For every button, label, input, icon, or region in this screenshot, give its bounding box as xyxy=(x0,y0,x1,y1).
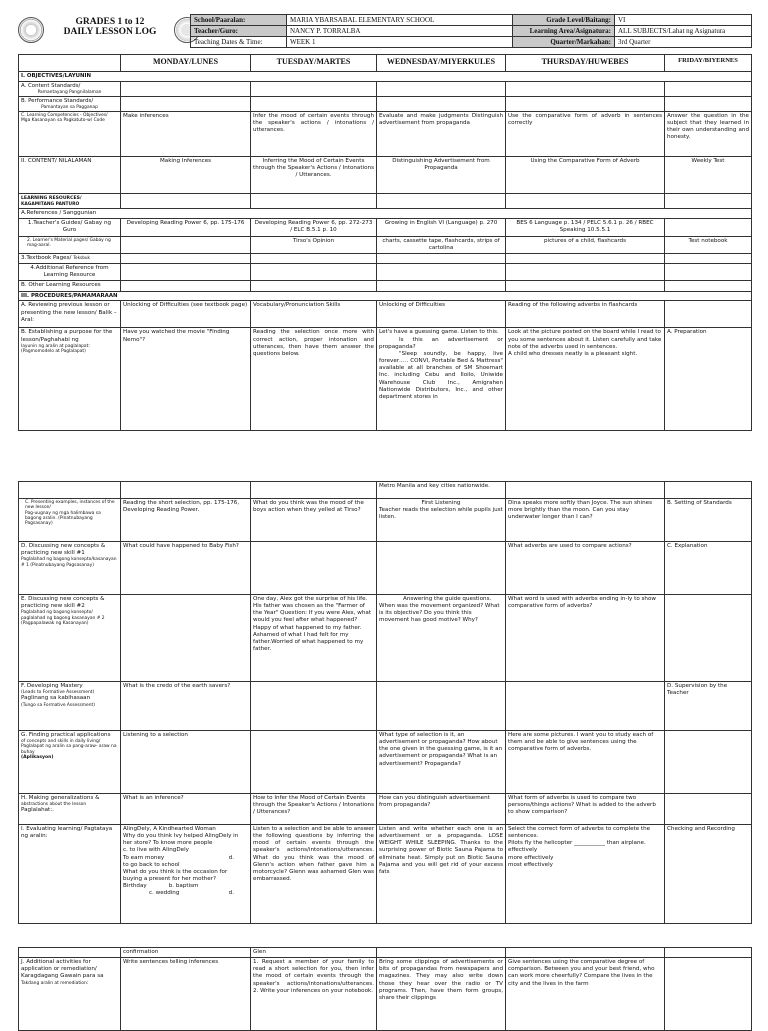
picture-instructions: Look at the picture posted on the board while I read to you some sentences about it. Listen carefully and take note of the adverbs used in sentences. xyxy=(508,329,662,350)
establishing-monday: Have you watched the movie "Finding Nemo"? xyxy=(121,328,251,431)
cell xyxy=(506,682,665,731)
presenting-text: C. Presenting examples, instances of the new lesson/ xyxy=(25,500,115,511)
choice-a: To earn money xyxy=(123,854,165,861)
presenting-label xyxy=(19,499,121,542)
choice-row xyxy=(123,883,248,890)
cell xyxy=(251,81,377,96)
cell xyxy=(251,542,377,595)
cell xyxy=(251,253,377,263)
activity-wednesday: Bring some clippings of advertisements or bits of propagandas from newspapers and magazines. They may also write down those they hear over the radio or TV programs. Then, have them form groups, share their clippings xyxy=(377,958,506,1031)
cell xyxy=(377,682,506,731)
application-text: G. Finding practical applications xyxy=(21,732,111,738)
grade-value: VI xyxy=(615,15,752,26)
guessing-game-ad-text: "Sleep soundly, be happy, live forever….. CONVI, Portable Bed & Mattress" available at all branches of SM Shoemart Inc. including Cebu and Iloilo, Uniwide Warehouse Club Inc., Amigrahen Nationwide Distributors, Inc., and other department stores in xyxy=(379,350,503,400)
discussing-1-label xyxy=(19,542,121,595)
day-wednesday: WEDNESDAY/MIYERKULES xyxy=(377,55,506,72)
textbook-text: 3.Textbook Pages/ xyxy=(21,254,72,261)
evaluating-thursday xyxy=(506,825,665,924)
adverb-blank: ___________ xyxy=(574,840,605,847)
school-label: School/Paaralan: xyxy=(191,15,287,26)
dates-label: Teaching Dates & Time: xyxy=(191,37,287,48)
story-title: AlingDely, A Kindhearted Woman xyxy=(123,826,216,832)
cell xyxy=(377,281,506,291)
day-thursday: THURSDAY/HUWEBES xyxy=(506,55,665,72)
discussing-1-thursday: What adverbs are used to compare actions? xyxy=(506,542,665,595)
generalization-tuesday: How to Infer the Mood of Certain Events through the Speaker's Actions / Intonations / Utterances? xyxy=(251,794,377,825)
area-value: ALL SUBJECTS/Lahat ng Asignatura xyxy=(615,26,752,37)
cell xyxy=(121,96,251,111)
mastery-label xyxy=(19,682,121,731)
generalization-label xyxy=(19,794,121,825)
lesson-table-1 xyxy=(18,54,752,431)
lesson-log-part-1 xyxy=(18,54,751,431)
application-thursday: Here are some pictures. I want you to study each of them and be able to give sentences using the comparative form of adverbs. xyxy=(506,731,665,794)
performance-standards-sub: Pamantayan sa Pagganap xyxy=(41,104,98,110)
area-label: Learning Area/Asignatura: xyxy=(513,26,615,37)
presenting-friday: B. Setting of Standards xyxy=(665,499,752,542)
day-tuesday: TUESDAY/MARTES xyxy=(251,55,377,72)
cell xyxy=(19,482,121,499)
cell xyxy=(377,542,506,595)
cell xyxy=(665,281,752,291)
teachers-guide-label: 1.Teacher's Guides/ Gabay ng Guro xyxy=(19,219,121,236)
textbook-sub: Teksbuk xyxy=(73,254,90,260)
question-1: Why do you think Ivy helped AlingDely in her store? To know more people xyxy=(123,833,239,847)
generalization-sub: abstractions about the lesson xyxy=(21,802,87,808)
lm-friday: Test notebook xyxy=(665,236,752,253)
review-wednesday: Unlocking of Difficulties xyxy=(377,301,506,328)
cell xyxy=(665,81,752,96)
guessing-game-intro: Let's have a guessing game. Listen to this. xyxy=(379,329,499,336)
cell xyxy=(665,595,752,682)
content-standards-text: A. Content Standards/ xyxy=(21,82,81,89)
additional-reference-label: 4.Additional Reference from Learning Resource xyxy=(19,264,121,281)
choice-d-letter-2: d. xyxy=(228,890,234,897)
school-value: MARIA YBARSABAL ELEMENTARY SCHOOL xyxy=(287,15,513,26)
lesson-table-3 xyxy=(18,947,752,1031)
resources-label xyxy=(19,193,121,208)
procedures-heading: III. PROCEDURES/PAMAMARAAN xyxy=(19,291,752,301)
cell xyxy=(121,253,251,263)
guide-questions: Answering the guide questions. xyxy=(403,596,492,602)
establishing-tuesday: Reading the selection once more with correct action, proper intonation and utterances, then have them answer the questions below. xyxy=(251,328,377,431)
mastery-monday: What is the credo of the earth savers? xyxy=(121,682,251,731)
resources-sub: KAGAMITANG PANTURO xyxy=(21,201,80,207)
competencies-label xyxy=(19,111,121,156)
cell xyxy=(506,193,665,208)
discussing-1-friday: C. Explanation xyxy=(665,542,752,595)
adverb-sentence xyxy=(508,840,662,847)
mastery-text: F. Developing Mastery xyxy=(21,683,83,689)
cell xyxy=(665,193,752,208)
generalization-thursday: What form of adverbs is used to compare two persons/things actions? What is added to the adverb to show comparison? xyxy=(506,794,665,825)
cell xyxy=(665,253,752,263)
option-most-effectively: most effectively xyxy=(508,861,553,868)
dll-title xyxy=(48,17,172,37)
competency-thursday: Use the comparative form of adverb in sentences correctly xyxy=(506,111,665,156)
cell xyxy=(665,958,752,1031)
example-sentence: A child who dresses neatly is a pleasant sight. xyxy=(508,350,638,357)
deped-seal-icon xyxy=(18,17,44,43)
question-2: What do you think is the occasion for buying a present for her mother? xyxy=(123,868,228,883)
cell xyxy=(121,482,251,499)
monday-top: confirmation xyxy=(121,948,251,958)
resources-text: LEARNING RESOURCES/ xyxy=(21,195,82,201)
presenting-tuesday: What do you think was the mood of the boys action when they yelled at Tirso? xyxy=(251,499,377,542)
wednesday-continued: Metro Manila and key cities nationwide. xyxy=(377,482,506,499)
establishing-friday: A. Preparation xyxy=(665,328,752,431)
competency-tuesday: Infer the mood of certain events through the speaker's actions / intonations / utterances. xyxy=(251,111,377,156)
additional-activities-text: J. Additional activities for application or remediation/ xyxy=(21,959,97,973)
evaluating-tuesday: Listen to a selection and be able to answer the following questions by inferring the mood of certain events through the speaker's actions/intonations/utterances. What do you think was the mood of Glenn's action when father gave him a motorcycle? Glenn was ashamed Glen was embarrassed. xyxy=(251,825,377,924)
evaluating-wednesday: Listen and write whether each one is an advertisement or a propaganda. LOSE WEIGHT WHILE SLEEPING. Thanks to the surprising power of Biotic Sauna Pajama to eliminate heat. Simply put on Biotic Sauna Pajama and you will get rid of your excess fats xyxy=(377,825,506,924)
adverb-instruction: Select the correct form of adverbs to complete the sentences. xyxy=(508,826,651,840)
title-line-2: DAILY LESSON LOG xyxy=(63,27,157,37)
evaluating-friday: Checking and Recording xyxy=(665,825,752,924)
learners-material-label xyxy=(19,236,121,253)
quarter-value: 3rd Quarter xyxy=(615,37,752,48)
cell xyxy=(251,682,377,731)
mastery-friday: D. Supervision by the Teacher xyxy=(665,682,752,731)
corner-cell xyxy=(19,55,121,72)
discussing-2-thursday: What word is used with adverbs ending in-ly to show comparative form of adverbs? xyxy=(506,595,665,682)
generalization-wednesday: How can you distinguish advertisement from propaganda? xyxy=(377,794,506,825)
lm-thursday: pictures of a child, flashcards xyxy=(506,236,665,253)
teacher-label: Teacher/Guro: xyxy=(191,26,287,37)
cell xyxy=(506,96,665,111)
establishing-sub: layunin ng aralin at paglalapat: (Pagmomodelo at Paglalapat) xyxy=(21,343,90,355)
lm-monday xyxy=(121,236,251,253)
discussing-2-tuesday: One day, Alex got the surprise of his life. His father was chosen as the "Farmer of the Year" Question: If you were Alex, what would you feel after what happened? Happy of what happened to my father. Ashamed of what I had felt for my father.Worried of what happened to my father. xyxy=(251,595,377,682)
content-monday: Making Inferences xyxy=(121,156,251,193)
cell xyxy=(665,731,752,794)
mastery-sub: (Leads to Formative Assessment) xyxy=(21,690,95,696)
discussing-1-sub: Paglalahad ng bagong konsepto/kasanayan # 1 (Pinatnubayang Pagsasanay) xyxy=(21,557,117,568)
evaluating-monday xyxy=(121,825,251,924)
content-friday: Weekly Test xyxy=(665,156,752,193)
cell xyxy=(665,264,752,281)
discussing-2-label xyxy=(19,595,121,682)
guide-question-list: When was the movement organized? What is its objective? Do you think this movement has good motive? Why? xyxy=(379,603,500,624)
content-label: II. CONTENT/ NILALAMAN xyxy=(19,156,121,193)
cell xyxy=(121,264,251,281)
application-wednesday: What type of selection is it, an advertisement or propaganda? How about the one given in the guessing game, is it an advertisement or propaganda? What is an advertisement? Propaganda? xyxy=(377,731,506,794)
cell xyxy=(377,81,506,96)
objectives-heading: I. OBJECTIVES/LAYUNIN xyxy=(19,72,752,82)
activity-monday: Write sentences telling inferences xyxy=(121,958,251,1031)
day-friday: FRIDAY/BIYERNES xyxy=(665,55,752,72)
choice-birthday: Birthday xyxy=(123,883,147,890)
adverb-sentence-end: than airplane. xyxy=(606,840,646,847)
teacher-value: NANCY P. TORRALBA xyxy=(287,26,513,37)
cell xyxy=(377,193,506,208)
lesson-table-2 xyxy=(18,481,752,924)
cell xyxy=(251,482,377,499)
cell xyxy=(665,794,752,825)
presenting-thursday: Dina speaks more softly than Joyce. The sun shines more brightly than the moon. Can you stay underwater longer than I can? xyxy=(506,499,665,542)
dates-value: WEEK 1 xyxy=(287,37,513,48)
additional-activities-sub: Takdang aralin at remediation: xyxy=(21,980,89,986)
cell xyxy=(506,948,665,958)
choice-b: to go back to school xyxy=(123,861,180,868)
presenting-wednesday xyxy=(377,499,506,542)
cell xyxy=(506,253,665,263)
option-effectively: effectively xyxy=(508,847,538,854)
cell xyxy=(19,948,121,958)
guessing-game-question: Is this an advertisement or propaganda? xyxy=(379,336,503,350)
application-label xyxy=(19,731,121,794)
quarter-label: Quarter/Markahan: xyxy=(513,37,615,48)
discussing-1-text: D. Discussing new concepts & practicing new skill #1 xyxy=(21,543,106,557)
choice-wedding: c. wedding xyxy=(149,890,180,897)
discussing-2-text: E. Discussing new concepts & practicing new skill #2 xyxy=(21,596,105,610)
day-monday: MONDAY/LUNES xyxy=(121,55,251,72)
dll-header xyxy=(18,14,751,47)
mastery-sub-2: (Tungo sa Formative Assessment) xyxy=(21,702,95,708)
choice-d-letter: d. xyxy=(228,854,234,861)
tuesday-top: Glen xyxy=(251,948,377,958)
content-standards-label xyxy=(19,81,121,96)
establishing-thursday xyxy=(506,328,665,431)
tg-monday: Developing Reading Power 6, pp. 175-176 xyxy=(121,219,251,236)
competency-monday: Make inferences xyxy=(121,111,251,156)
content-thursday: Using the Comparative Form of Adverb xyxy=(506,156,665,193)
review-tuesday: Vocabulary/Pronunciation Skills xyxy=(251,301,377,328)
cell xyxy=(665,96,752,111)
lm-tuesday: Tirso's Opinion xyxy=(251,236,377,253)
lesson-log-part-3 xyxy=(18,947,751,1031)
activity-tuesday: 1. Request a member of your family to read a short selection for you, then infer the mood of certain events through the speaker's actions/intonations/utterances. 2. Write your inferences on your notebook. xyxy=(251,958,377,1031)
activity-thursday: Give sentences using the comparative degree of comparison. Between you and your best friend, who can work more cheerfully? Compare the lives in the city and the lives in the farm xyxy=(506,958,665,1031)
grade-label: Grade Level/Baitang: xyxy=(513,15,615,26)
review-label: A. Reviewing previous lesson or presenting the new lesson/ Balik –Aral: xyxy=(19,301,121,328)
other-resources-label: B. Other Learning Resources xyxy=(19,281,121,291)
competency-friday: Answer the question in the subject that they learned in their own understanding and honesty. xyxy=(665,111,752,156)
cell xyxy=(377,264,506,281)
teacher-reads: Teacher reads the selection while pupils just listen. xyxy=(379,507,503,521)
cell xyxy=(121,281,251,291)
choice-c: c. to live with AlingDely xyxy=(123,847,189,854)
cell xyxy=(121,595,251,682)
cell xyxy=(251,731,377,794)
review-friday xyxy=(665,301,752,328)
additional-activities-filipino: Karagdagang Gawain para sa xyxy=(21,973,104,980)
review-monday: Unlocking of Difficulties (see textbook page) xyxy=(121,301,251,328)
application-sub: of concepts and skills in daily living/ Paglalapat ng aralin sa pang-araw- araw na buhay xyxy=(21,739,117,755)
tg-wednesday: Growing in English VI (Language) p. 270 xyxy=(377,219,506,236)
competencies-text: C. Learning Competencies - Objectives/ Mga Kasanayan sa Pagkatuto-w/ Code xyxy=(21,112,108,124)
choice-row xyxy=(123,890,248,897)
first-listening: First Listening xyxy=(421,500,461,506)
cell xyxy=(121,193,251,208)
discussing-2-sub: Paglalahad ng bagong konsepto/ paglalahad ng bagong kasanayan # 2 (Pagpapalawak ng Kasanayan) xyxy=(21,610,105,626)
day-header-row xyxy=(19,55,752,72)
content-standards-sub: Pamantayang Pangnilalaman xyxy=(37,89,102,95)
cell xyxy=(665,482,752,499)
evaluating-label: I. Evaluating learning/ Pagtataya ng aralin: xyxy=(19,825,121,924)
competency-wednesday: Evaluate and make judgments Distinguish advertisement from propaganda xyxy=(377,111,506,156)
adverb-sentence-start: Pilots fly the helicopter xyxy=(508,840,573,847)
cell xyxy=(251,281,377,291)
textbook-label xyxy=(19,253,121,263)
establishing-label xyxy=(19,328,121,431)
cell xyxy=(377,253,506,263)
generalization-monday: What is an inference? xyxy=(121,794,251,825)
content-wednesday: Distinguishing Advertisement from Propaganda xyxy=(377,156,506,193)
presenting-sub: Pag-uugnay ng mga halimbawa sa bagong aralin. (Pinatnubayang Pagsasanay) xyxy=(25,510,101,527)
performance-standards-text: B. Performance Standards/ xyxy=(21,97,94,104)
tg-friday xyxy=(665,219,752,236)
cell xyxy=(506,281,665,291)
cell xyxy=(121,81,251,96)
presenting-monday: Reading the short selection, pp. 175-176, Developing Reading Power. xyxy=(121,499,251,542)
generalization-tag: Paglalahat:. xyxy=(21,807,54,814)
lm-wednesday: charts, cassette tape, flashcards, strips of cartolina xyxy=(377,236,506,253)
application-monday: Listening to a selection xyxy=(121,731,251,794)
review-thursday: Reading of the following adverbs in flashcards xyxy=(506,301,665,328)
title-line-1: GRADES 1 to 12 xyxy=(75,17,145,27)
cell xyxy=(377,948,506,958)
application-tag: (Aplikasyon) xyxy=(21,755,54,760)
performance-standards-label xyxy=(19,96,121,111)
cell xyxy=(506,81,665,96)
tg-tuesday: Developing Reading Power 6, pp. 272-273 / ELC B.5.1 p. 10 xyxy=(251,219,377,236)
tg-thursday: BES 6 Language p. 134 / PELC 5.6.1 p. 26 / RBEC Speaking 10.5.5.1 xyxy=(506,219,665,236)
learners-material-text: 2. Learner's Material pages/ Gabay ng mag-aaral. xyxy=(27,237,111,248)
establishing-text: B. Establishing a purpose for the lesson/Paghahabi ng xyxy=(21,329,113,343)
cell xyxy=(665,948,752,958)
header-info-table xyxy=(190,14,752,48)
discussing-2-wednesday xyxy=(377,595,506,682)
cell xyxy=(251,264,377,281)
generalization-text: H. Making generalizations & xyxy=(21,795,100,801)
references-label: A.References / Sanggunian xyxy=(19,209,752,219)
mastery-filipino: Paglinang sa kabihasaan xyxy=(21,695,91,702)
establishing-wednesday xyxy=(377,328,506,431)
choice-baptism: b. baptism xyxy=(168,883,199,890)
option-more-effectively: more effectively xyxy=(508,854,554,861)
cell xyxy=(377,96,506,111)
discussing-1-monday: What could have happened to Baby Fish? xyxy=(121,542,251,595)
choice-row xyxy=(123,855,248,862)
cell xyxy=(251,193,377,208)
content-tuesday: Inferring the Mood of Certain Events through the Speaker's Actions / Intonations / Utterances. xyxy=(251,156,377,193)
additional-activities-label xyxy=(19,958,121,1031)
cell xyxy=(506,482,665,499)
cell xyxy=(506,264,665,281)
lesson-log-part-2 xyxy=(18,481,751,924)
cell xyxy=(251,96,377,111)
